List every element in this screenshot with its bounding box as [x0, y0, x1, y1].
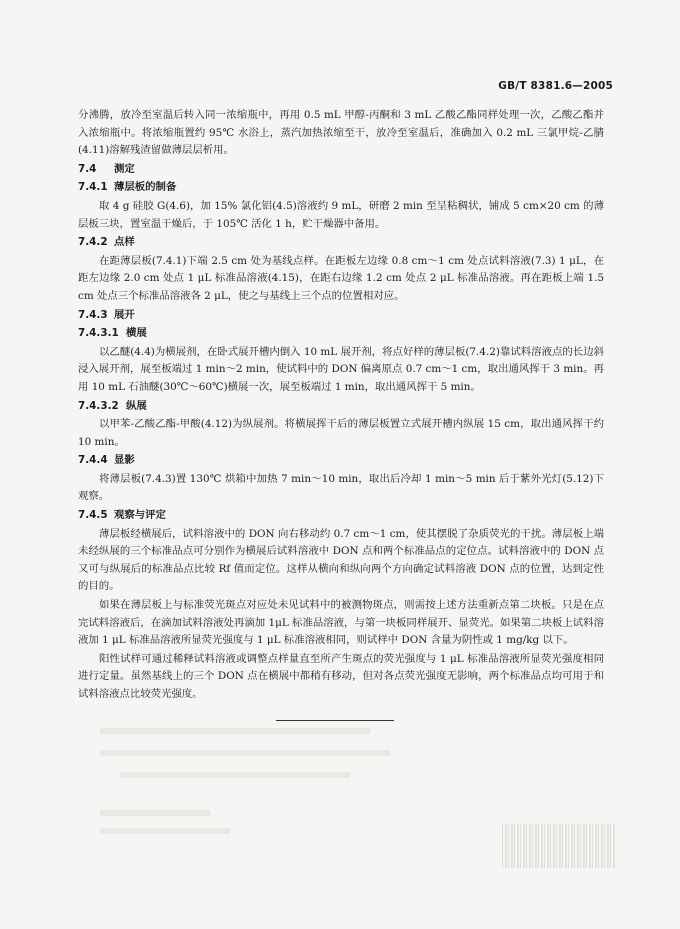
body-paragraph: 取 4 g 硅胶 G(4.6)，加 15% 氯化铝(4.5)溶液约 9 mL，研磨 2 min 至呈粘稠状，铺成 5 cm×20 cm 的薄层板三块，置室温干燥后，于 105℃ 活化 1 h，贮干燥器中备用。 — [78, 199, 604, 230]
section-number: 7.4.3 — [78, 308, 108, 321]
section-title: 薄层板的制备 — [114, 181, 177, 194]
section-title: 显影 — [114, 454, 135, 467]
section-heading — [78, 507, 604, 525]
section-heading — [78, 161, 604, 179]
section-heading — [78, 307, 604, 325]
section-heading — [78, 452, 604, 470]
section-title: 点样 — [114, 236, 135, 249]
body-paragraph: 阳性试样可通过稀释试料溶液或调整点样量直至所产生斑点的荧光强度与 1 μL 标准品溶液所显荧光强度相同进行定量。虽然基线上的三个 DON 点在横展中都稍有移动，但对各点荧光强度无影响，两个标准品点均可用于和试料溶液点比较荧光强度。 — [78, 652, 604, 700]
section-title: 测定 — [114, 162, 135, 175]
document-body — [78, 107, 604, 705]
body-paragraph: 在距薄层板(7.4.1)下端 2.5 cm 处为基线点样。在距板左边缘 0.8 cm～1 cm 处点试料溶液(7.3) 1 μL，在距左边缘 2.0 cm 处点 1 μL 标准品溶液(4.15)，在距右边缘 1.2 cm 处点 2 μL 标准品溶液。再在距板上端 1.5 cm 处点三个标准品溶液各 2 μL，使之与基线上三个点的位置相对应。 — [78, 254, 604, 302]
section-heading — [78, 398, 604, 416]
body-paragraph: 以乙醚(4.4)为横展剂，在卧式展开槽内倒入 10 mL 展开剂，将点好样的薄层板(7.4.2)靠试料溶液点的长边斜浸入展开剂，展至板端过 1 min～2 min，使试料中的 DON 偏离原点 0.7 cm～1 cm，取出通风挥干 3 min。再用 10 mL 石油醚(30℃～60℃)横展一次，展至板端过 1 min，取出通风挥干 5 min。 — [78, 345, 604, 393]
section-number: 7.4.3.1 — [78, 327, 119, 340]
reverse-side-barcode-bleed — [502, 824, 616, 868]
section-number: 7.4 — [78, 162, 97, 175]
body-paragraph: 如果在薄层板上与标准荧光斑点对应处未见试料中的被测物斑点，则需按上述方法重新点第二块板。只是在点完试料溶液后，在滴加试料溶液处再滴加 1μL 标准品溶液，与第一块板同样展开、显荧光。如果第二块板上试料溶液加 1 μL 标准品溶液所显荧光强度与 1 μL 标准溶液相同，则试样中 DON 含量为阴性或 1 mg/kg 以下。 — [78, 599, 604, 647]
section-heading — [78, 179, 604, 197]
reverse-side-bleed — [100, 728, 400, 838]
body-paragraph: 分沸腾，放冷至室温后转入同一浓缩瓶中，再用 0.5 mL 甲醇-丙酮和 3 mL 乙酸乙酯同样处理一次，乙酸乙酯并入浓缩瓶中。将浓缩瓶置约 95℃ 水浴上，蒸汽加热浓缩至干，放冷至室温后，准确加入 0.2 mL 三氯甲烷-乙腈(4.11)溶解残渣留做薄层层析用。 — [78, 109, 604, 157]
section-heading — [78, 325, 604, 343]
body-paragraph: 以甲苯-乙酸乙酯-甲酸(4.12)为纵展剂。将横展挥干后的薄层板置立式展开槽内纵展 15 cm，取出通风挥干约 10 min。 — [78, 418, 604, 448]
section-title: 纵展 — [126, 399, 147, 412]
standard-code: GB/T 8381.6—2005 — [498, 80, 613, 92]
section-heading — [78, 234, 604, 252]
end-of-standard-line — [276, 720, 394, 721]
section-title: 展开 — [114, 308, 135, 321]
section-number: 7.4.2 — [78, 236, 108, 249]
section-number: 7.4.4 — [78, 454, 108, 467]
body-paragraph: 将薄层板(7.4.3)置 130℃ 烘箱中加热 7 min～10 min，取出后冷却 1 min～5 min 后于紫外光灯(5.12)下观察。 — [78, 472, 604, 503]
section-title: 横展 — [126, 327, 147, 340]
body-paragraph: 薄层板经横展后，试料溶液中的 DON 向右移动约 0.7 cm～1 cm，使其摆脱了杂质荧光的干扰。薄层板上端未经纵展的三个标准品点可分别作为横展后试料溶液中 DON 点和两个标准品点的定位点。试料溶液中的 DON 点又可与纵展后的标准品点比较 Rf 值而定位。这样从横向和纵向两个方向确定试料溶液 DON 点的位置，达到定性的目的。 — [78, 527, 604, 593]
section-number: 7.4.5 — [78, 509, 108, 522]
section-number: 7.4.1 — [78, 181, 108, 194]
section-title: 观察与评定 — [114, 509, 166, 522]
section-number: 7.4.3.2 — [78, 399, 119, 412]
